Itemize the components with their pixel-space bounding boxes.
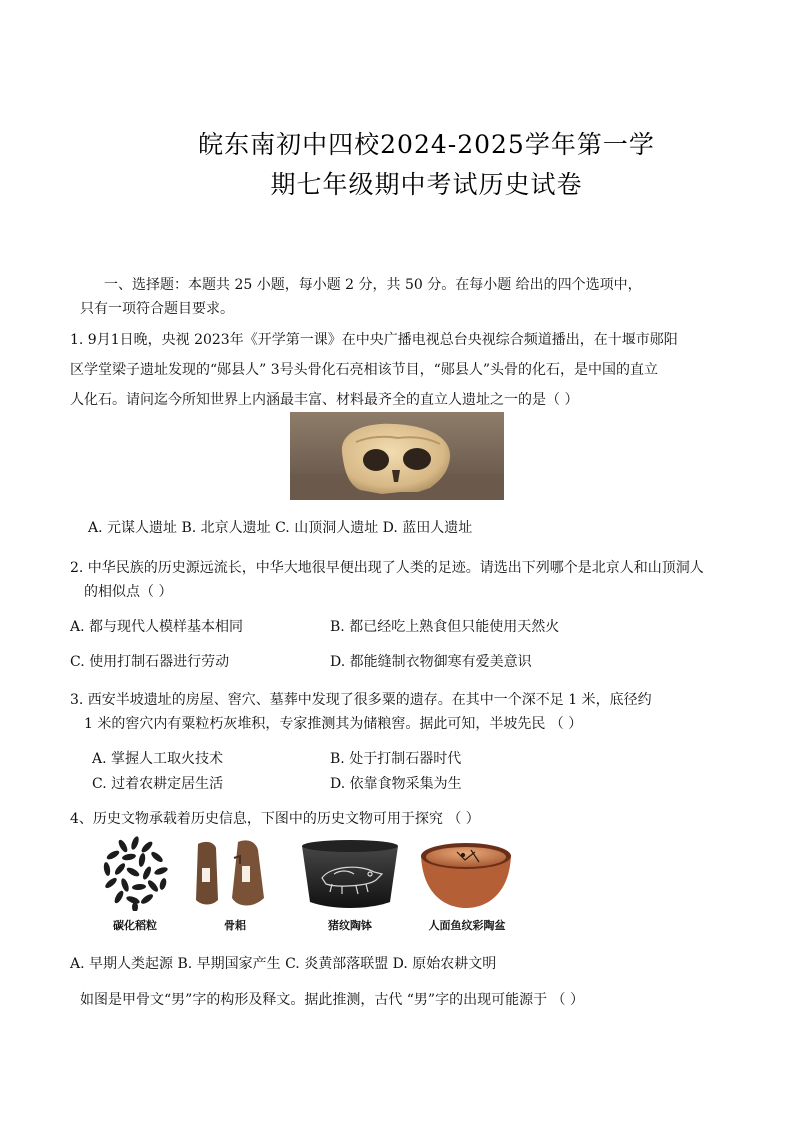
q4-stem-line1: 4、历史文物承载着历史信息，下图中的历史文物可用于探究 （ ） [70,811,480,827]
q2-option-c: C. 使用打制石器进行劳动 [70,654,230,670]
caption-rice: 碳化稻粒 [113,919,157,932]
exam-title-line1: 皖东南初中四校2024-2025学年第一学 [198,130,655,159]
q2-option-b: B. 都已经吃上熟食但只能使用天然火 [330,619,560,635]
q3-stem-line1: 3. 西安半坡遗址的房屋、窖穴、墓葬中发现了很多粟的遗存。在其中一个深不足 1 米，底径约 [70,692,652,708]
q3-option-b: B. 处于打制石器时代 [330,751,462,767]
q1-stem-line3: 人化石。请问迄今所知世界上内涵最丰富、材料最齐全的直立人遗址之一的是（ ） [70,392,579,408]
caption-face-fish-bowl: 人面鱼纹彩陶盆 [428,919,506,932]
q2-stem-line1: 2. 中华民族的历史源远流长，中华大地很早便出现了人类的足迹。请选出下列哪个是北京人和山顶洞人 [70,560,704,576]
section-intro-line1: 一、选择题：本题共 25 小题，每小题 2 分，共 50 分。在每小题 给出的四个选项中， [104,277,642,293]
caption-pig-pot: 猪纹陶钵 [328,919,372,932]
face-fish-bowl-image [417,840,515,910]
q2-option-a: A. 都与现代人模样基本相同 [70,619,244,635]
q4-options: A. 早期人类起源 B. 早期国家产生 C. 炎黄部落联盟 D. 原始农耕文明 [70,956,497,972]
caption-bone-spade: 骨耜 [224,919,246,932]
q1-stem-line2: 区学堂梁子遗址发现的“郧县人” 3号头骨化石亮相该节目，“郧县人”头骨的化石，是中国的直立 [70,362,658,378]
q5-stem-line1: 如图是甲骨文“男”字的构形及释文。据此推测，古代 “男”字的出现可能源于 （ ） [80,992,584,1008]
exam-title-line2: 期七年级期中考试历史试卷 [270,170,583,199]
q2-option-d: D. 都能缝制衣物御寒有爱美意识 [330,654,532,670]
q2-stem-line2: 的相似点（ ） [84,584,173,600]
q3-option-d: D. 依靠食物采集为生 [330,776,462,792]
q1-options: A. 元谋人遗址 B. 北京人遗址 C. 山顶洞人遗址 D. 蓝田人遗址 [88,520,473,536]
q3-stem-line2: 1 米的窖穴内有粟粒朽灰堆积，专家推测其为储粮窖。据此可知，半坡先民 （ ） [84,716,583,732]
carbonized-rice-image [95,833,175,911]
pig-pattern-pot-image [298,838,402,910]
bone-spade-image [192,838,278,910]
q3-option-c: C. 过着农耕定居生活 [92,776,224,792]
q1-stem-line1: 1. 9月1日晚，央视 2023年《开学第一课》在中央广播电视总台央视综合频道播出，在十堰市郧阳 [70,332,678,348]
q3-option-a: A. 掌握人工取火技术 [92,751,224,767]
section-intro-line2: 只有一项符合题目要求。 [80,301,234,317]
skull-fossil-image [290,412,504,500]
